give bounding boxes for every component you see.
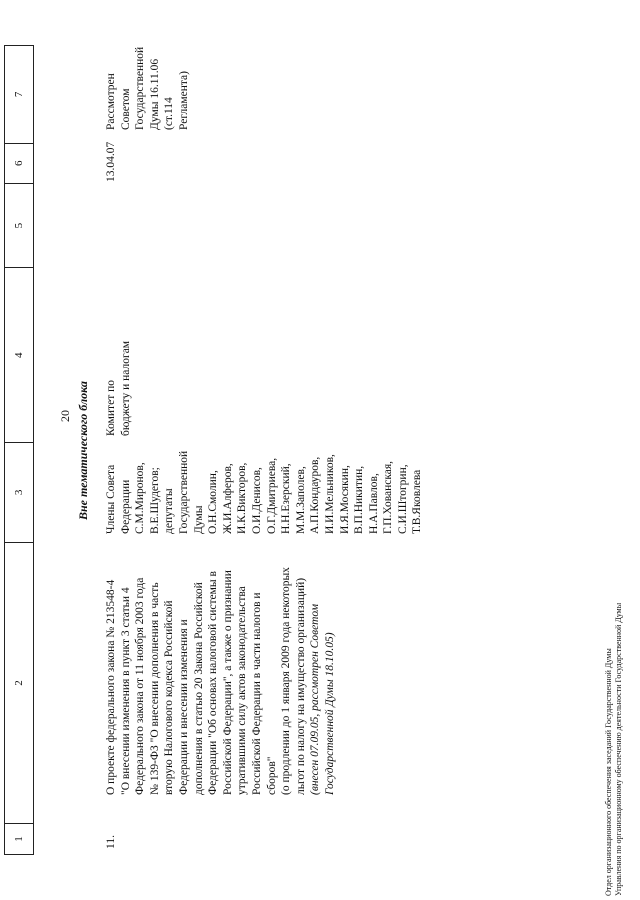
footer <box>604 603 624 896</box>
author-line: С.М.Миронов, <box>134 462 147 534</box>
authors-list <box>104 442 425 542</box>
column-header-7: 7 <box>13 91 25 98</box>
author-line: А.П.Кондауров, <box>309 456 322 534</box>
description-line: Федерации и внесении изменения и <box>177 619 190 795</box>
author-line: Государственной <box>177 450 190 534</box>
committee-line: бюджету и налогам <box>119 340 132 436</box>
description-line: Российской Федерации в части налогов и <box>250 592 263 795</box>
author-line: Ж.И.Алферов, <box>221 463 234 534</box>
description-line: сборов" <box>265 756 278 795</box>
description-line: № 139-ФЗ "О внесении дополнения в часть <box>148 582 161 795</box>
author-line: Т.В.Яковлева <box>411 469 424 534</box>
author-line: В.П.Никитин, <box>353 465 366 534</box>
author-line: И.К.Викторов, <box>236 462 249 534</box>
committee-line: Комитет по <box>105 380 117 436</box>
submission-note: Государственной Думы 18.10.05) <box>323 632 336 795</box>
author-line: Федерации <box>119 479 132 534</box>
responsible-committee <box>104 267 425 442</box>
status-line: Рассмотрен Советом <box>105 73 132 130</box>
author-line: Думы <box>192 505 205 534</box>
column-header-5: 5 <box>5 183 33 268</box>
author-line: Н.А.Павлов, <box>367 473 380 534</box>
description-line: (о продлении до 1 января 2009 года некоторых <box>280 567 293 795</box>
description-line: льгот по налогу на имущество организаций) <box>294 577 307 795</box>
author-line: О.И.Денисов, <box>250 467 263 534</box>
author-line: О.Н.Смолин, <box>207 470 220 534</box>
author-line: С.И.Штогрин, <box>396 464 409 534</box>
description-line: вторую Налогового кодекса Российской <box>163 600 176 795</box>
description-line: Федерального закона от 11 ноября 2003 года <box>134 577 147 795</box>
bill-description <box>104 542 425 799</box>
description-line: О проекте федерального закона № 213548-4 <box>105 579 117 795</box>
footer-line: Отдел организационного обеспечения заседаний Государственной Думы <box>604 648 613 896</box>
status-line: Думы 16.11.06 <box>148 58 161 130</box>
description-line: Российской Федерации", а также о признании <box>221 570 234 795</box>
author-line: Г.П.Хованская, <box>382 460 395 534</box>
column-header-1: 1 <box>5 823 33 854</box>
status-line: Государственной <box>134 46 147 130</box>
status-line: (ст.114 Регламента) <box>163 71 190 130</box>
author-line: М.М.Заполев, <box>294 466 307 534</box>
column-header-6: 6 <box>5 143 33 183</box>
author-line: Члены Совета <box>105 464 117 534</box>
table-row <box>104 45 425 855</box>
row-number: 11. <box>105 835 117 849</box>
author-line: В.Е.Шудегов; <box>148 467 161 534</box>
section-title: Вне тематического блока <box>76 381 90 520</box>
author-line: О.Г.Дмитриева, <box>265 457 278 534</box>
column-header-4: 4 <box>5 267 33 442</box>
author-line: И.И.Мельников, <box>323 454 336 534</box>
column-header-2: 2 <box>5 542 33 823</box>
column-header-3: 3 <box>5 442 33 542</box>
footer-line: Управления по организационному обеспечению деятельности Государственной Думы <box>614 602 623 896</box>
column-5-cell <box>104 182 425 267</box>
description-line: дополнения в статью 20 Закона Российской <box>192 582 205 795</box>
status-cell <box>104 45 425 132</box>
author-line: депутаты <box>163 488 176 534</box>
column-number-header <box>4 45 34 855</box>
author-line: Н.Н.Езерский, <box>280 463 293 534</box>
page-number: 20 <box>58 410 72 422</box>
author-line: И.Я.Мосякин, <box>338 465 351 534</box>
submission-note: (внесен 07.09.05, рассмотрен Советом <box>309 603 322 795</box>
description-line: Федерации "Об основах налоговой системы в <box>207 571 220 795</box>
date-cell: 13.04.07 <box>105 141 117 182</box>
description-line: утратившими силу актов законодательства <box>236 586 249 795</box>
description-line: "О внесении изменения в пункт 3 статьи 4 <box>119 587 132 795</box>
